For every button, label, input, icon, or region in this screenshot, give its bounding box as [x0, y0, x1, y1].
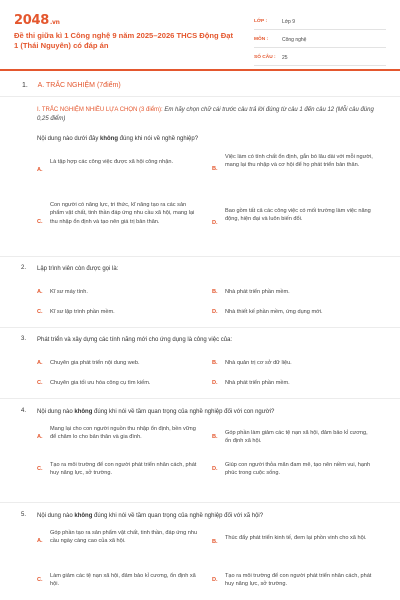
question-4-number: 4. [21, 408, 27, 414]
meta-key: MÔN : [254, 37, 269, 42]
instruction-text: Em hãy chọn chữ cái trước câu trả lời đúng từ câu 1 đến câu 12 [164, 107, 335, 113]
instruction-label: I. TRẮC NGHIỆM NHIỀU LỰA CHỌN (3 điểm): [37, 107, 163, 113]
question-divider [0, 398, 400, 399]
logo-suffix: .vn [49, 19, 60, 26]
question-4-text: Nội dung nào không đúng khi nói về tầm quan trọng của nghề nghiệp đối với con người? [37, 409, 275, 415]
meta-row-subject [254, 32, 386, 48]
header-divider [0, 69, 400, 71]
meta-key: LỚP : [254, 19, 268, 24]
question-2-number: 2. [21, 265, 27, 271]
question-divider [0, 327, 400, 328]
question-5-number: 5. [21, 512, 27, 518]
meta-row-count [254, 50, 386, 66]
page-header [0, 0, 400, 66]
meta-row-class [254, 14, 386, 30]
meta-value: Công nghệ [282, 36, 307, 43]
section-name: A. TRẮC NGHIỆM [37, 82, 95, 89]
site-logo[interactable]: 2048.vn [14, 13, 60, 28]
section-number: 1. [22, 82, 28, 89]
section-divider [0, 96, 400, 97]
question-5-text: Nội dung nào không đúng khi nói về tầm quan trọng của nghề nghiệp đối với xã hội? [37, 513, 264, 519]
page-title: Đề thi giữa kì 1 Công nghệ 9 năm 2025–2026 THCS Động Đạt 1 (Thái Nguyên) có đáp án [14, 31, 234, 50]
question-1-text: Nội dung nào dưới đây không đúng khi nói về nghề nghiệp? [37, 136, 199, 142]
question-divider [0, 502, 400, 503]
section-points: (7điểm) [96, 82, 121, 89]
exam-meta [254, 14, 386, 68]
instruction-note: (Mỗi câu đúng 0,25 điểm) [37, 107, 374, 122]
section-heading [22, 82, 121, 89]
question-divider [0, 256, 400, 257]
meta-value: Lớp 9 [282, 18, 296, 25]
question-2-text: Lập trình viên còn được gọi là: [37, 266, 119, 272]
meta-value: 25 [282, 54, 288, 61]
instruction [37, 106, 382, 124]
question-3-number: 3. [21, 336, 27, 342]
exam-page: 2048.vn Đề thi giữa kì 1 Công nghệ 9 năm 2025–2026 THCS Động Đạt 1 (Thái Nguyên) có đáp án LỚP : Lớp 9 MÔN : Công nghệ SỐ CÂU : 25 1. A. TRẮC NGHIỆM (7điểm) I. TRẮC NGHIỆM NHIỀU LỰA CHỌN (3 điểm): Em hãy chọn chữ cái trước câu trả lời đúng từ câu 1 đến câu 12 (Mỗi câu đúng 0,25 điểm) Nội dung nào dưới đây không đúng khi nói về nghề nghiệp? A. Là tập hợp các công việc được xã hội công nhận. B. Việc làm có tính chất ổn định, gắn bó lâu dài với mỗi người, mang lại thu nhập và cơ hội để họ phát triển bản thân. C. Con người có năng lực, tri thức, kĩ năng tạo ra các sản phẩm vật chất, tinh thần đáp ứng nhu cầu xã hội, mang lại thu nhập ổn định và tạo nên giá trị bản thân. D. Bao gồm tất cả các công việc có mối trường làm việc năng động, hiện đại và luôn biến đổi. 2. Lập trình viên còn được gọi là: A. Kĩ sư máy tính. B. Nhà phát triển phần mềm. C. Kĩ sư lập trình phần mềm. D. Nhà thiết kế phần mềm, ứng dụng mới. 3. Phát triển và xây dựng các tính năng mới cho ứng dụng là công việc của: A. Chuyên gia phát triển nội dung web. B. Nhà quản trị cơ sở dữ liệu. C. Chuyên gia tối ưu hóa công cụ tìm kiếm. D. Nhà phát triển phần mềm. 4. Nội dung nào không đúng khi nói về tầm quan trọng của nghề nghiệp đối với con người? A. Mang lại cho con người nguồn thu nhập ổn định, bền vững để chăm lo cho bản thân và gia đình. B. Góp phần làm giảm các tệ nạn xã hội, đảm bảo kỉ cương, ổn định xã hội. C. Tạo ra môi trường để con người phát triển nhân cách, phát huy năng lực, sở trường. D. Giúp con người thỏa mãn đam mê, tạo nên niềm vui, hạnh phúc trong cuộc sống. 5. Nội dung nào không đúng khi nói về tầm quan trọng của nghề nghiệp đối với xã hội? A. Góp phần tạo ra sản phẩm vật chất, tinh thần, đáp ứng nhu cầu ngày càng cao của xã hội. B. Thúc đẩy phát triển kinh tế, đem lại phồn vinh cho xã hội. C. Làm giảm các tệ nạn xã hội, đảm bảo kỉ cương, ổn định xã hội. D. Tạo ra môi trường để con người phát triển nhân cách, phát huy năng lực, sở trường. [0, 0, 400, 600]
meta-key: SỐ CÂU : [254, 55, 276, 60]
question-3-text: Phát triển và xây dựng các tính năng mới cho ứng dụng là công việc của: [37, 337, 233, 343]
